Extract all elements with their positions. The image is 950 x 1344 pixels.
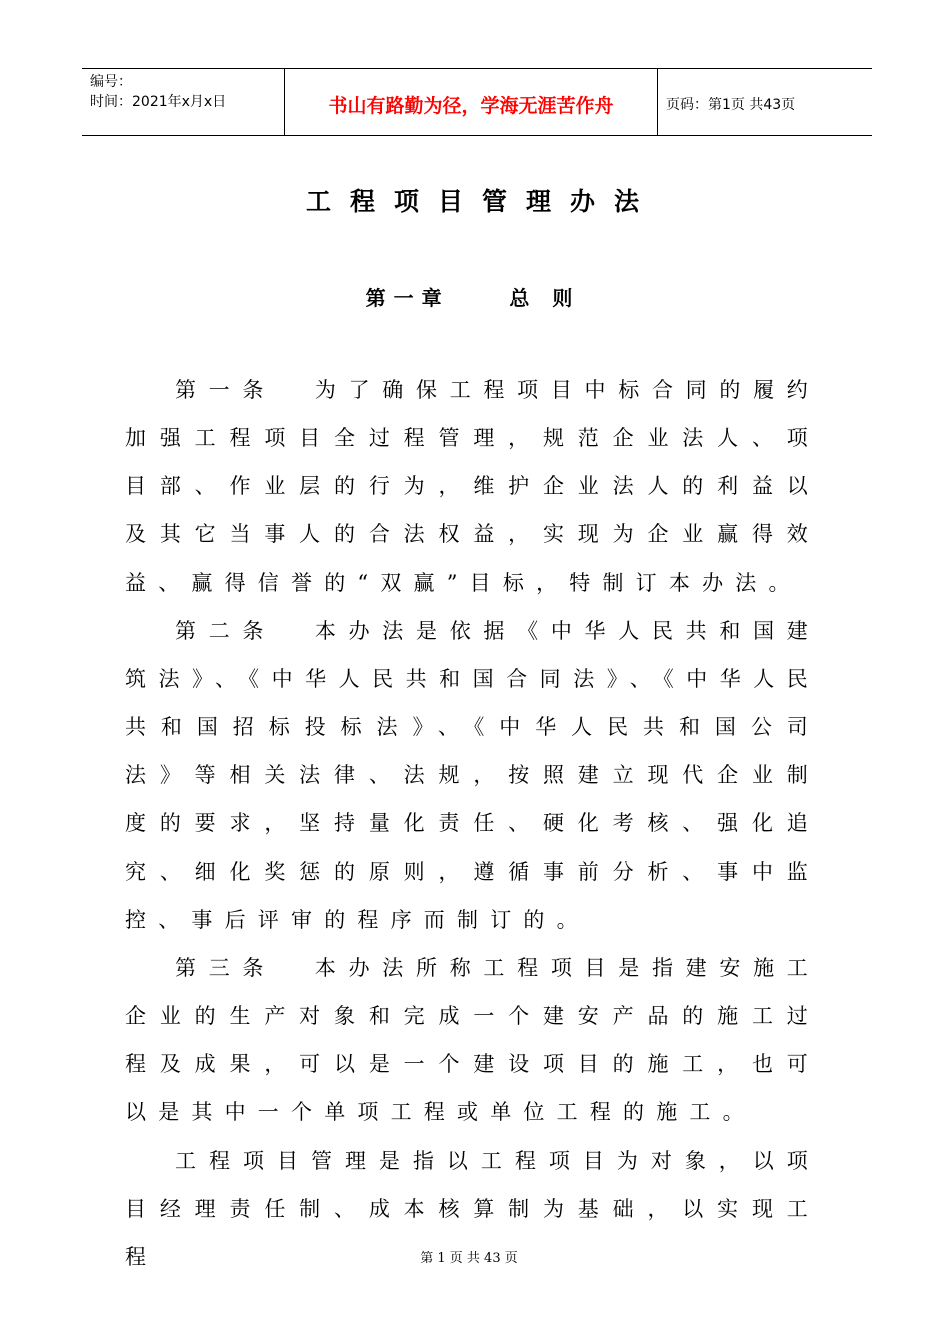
document-time-label: 时间：2021年x月x日 (90, 94, 227, 110)
page-footer: 第 1 页 共 43 页 (420, 1251, 518, 1266)
header-page-info: 页码：第1页 共43页 (666, 97, 796, 113)
paragraph-article-3: 第三条 本办法所称工程项目是指建安施工企业的生产对象和完成一个建安产品的施工过程及成果，可以是一个建设项目的施工，也可以是其中一个单项工程或单位工程的施工。 (125, 955, 820, 1125)
document-body (125, 366, 820, 1281)
document-number-label: 编号： (90, 74, 132, 90)
paragraph-project-management: 工程项目管理是指以工程项目为对象，以项目经理责任制、成本核算制为基础，以实现工程 (125, 1148, 820, 1269)
header-motto: 书山有路勤为径，学海无涯苦作舟 (285, 69, 658, 135)
chapter-heading: 第一章 总 则 (365, 286, 581, 310)
document-title: 工程项目管理办法 (305, 187, 658, 216)
paragraph-article-1: 第一条 为了确保工程项目中标合同的履约加强工程项目全过程管理，规范企业法人、项目部、作业层的行为，维护企业法人的利益以及其它当事人的合法权益，实现为企业赢得效益、赢得信誉的“双赢”目标，特制订本办法。 (125, 378, 820, 595)
page-header (82, 68, 872, 136)
header-meta (82, 69, 285, 135)
paragraph-article-2: 第二条 本办法是依据《中华人民共和国建筑法》、《中华人民共和国合同法》、《中华人民共和国招标投标法》、《中华人民共和国公司法》等相关法律、法规，按照建立现代企业制度的要求，坚持量化责任、硬化考核、强化追究、细化奖惩的原则，遵循事前分析、事中监控、事后评审的程序而制订的。 (125, 618, 820, 932)
